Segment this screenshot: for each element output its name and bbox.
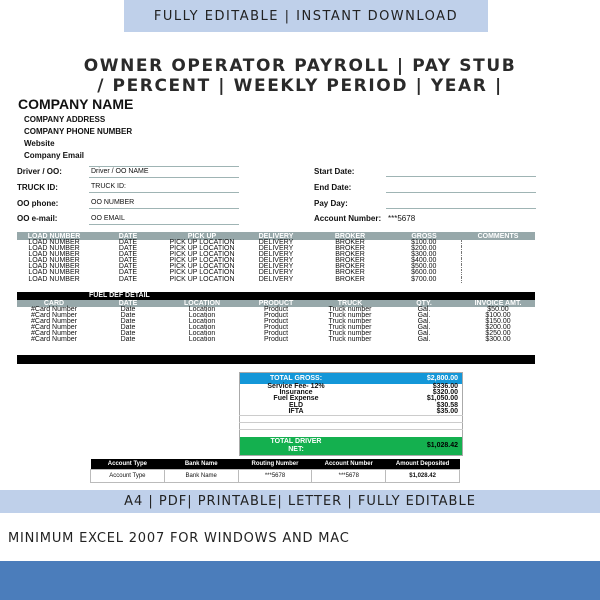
gross-cell[interactable]: $100.00 (411, 239, 437, 246)
empty-cell (240, 430, 353, 437)
bottom-banner (0, 490, 600, 513)
fuel-header-product: PRODUCT (239, 300, 313, 307)
bank-header-routing: Routing Number (238, 459, 312, 470)
truck-cell[interactable]: Truck number (328, 318, 372, 326)
total-net-value: $1,028.42 (352, 437, 463, 456)
location-cell[interactable]: Location (188, 330, 216, 338)
total-net-label-line2: NET: (288, 445, 304, 453)
card-cell[interactable]: #Card Number (31, 306, 77, 313)
oo-phone-field[interactable]: OO NUMBER (89, 198, 239, 209)
pickup-cell[interactable]: PICK UP LOCATION (169, 275, 235, 283)
delivery-cell[interactable]: DELIVERY (258, 275, 294, 283)
bank-header-account-number: Account Number (312, 459, 386, 470)
pickup-cell[interactable]: PICK UP LOCATION (169, 269, 235, 277)
empty-cell (240, 416, 353, 423)
qty-cell[interactable]: Gal. (417, 324, 431, 332)
loads-header-comments: COMMENTS (461, 232, 535, 240)
total-gross-value: $2,800.00 (352, 373, 463, 385)
location-cell[interactable]: Location (188, 336, 216, 344)
load-number-cell[interactable]: LOAD NUMBER (28, 239, 80, 246)
delivery-cell[interactable]: DELIVERY (258, 269, 294, 277)
product-cell[interactable]: Product (263, 330, 289, 338)
delivery-cell[interactable]: DELIVERY (258, 245, 294, 253)
delivery-cell[interactable]: DELIVERY (258, 239, 294, 246)
fuel-header-date: DATE (91, 300, 165, 307)
table-row (17, 277, 535, 283)
end-date-field[interactable] (386, 182, 536, 193)
location-cell[interactable]: Location (188, 306, 216, 313)
load-number-cell[interactable]: LOAD NUMBER (28, 263, 80, 271)
driver-field[interactable]: Driver / OO NAME (89, 166, 239, 178)
loads-header-date: DATE (91, 232, 165, 240)
pay-day-field[interactable] (386, 198, 536, 209)
date-cell[interactable]: Date (120, 336, 136, 344)
excel-requirement-note: MINIMUM EXCEL 2007 FOR WINDOWS AND MAC (8, 531, 350, 546)
top-banner (124, 0, 488, 32)
date-cell[interactable]: DATE (118, 239, 138, 246)
date-cell[interactable]: Date (120, 306, 136, 313)
broker-cell[interactable]: BROKER (335, 263, 365, 271)
fuel-header-qty: QTY. (387, 300, 461, 307)
gross-cell[interactable]: $500.00 (411, 263, 437, 271)
ifta-value[interactable]: $35.00 (436, 407, 458, 415)
pickup-cell[interactable]: PICK UP LOCATION (169, 263, 235, 271)
broker-cell[interactable]: BROKER (335, 251, 365, 259)
invoice-cell[interactable]: $200.00 (485, 324, 511, 332)
bank-deposit-table (90, 459, 460, 483)
fuel-header-location: LOCATION (165, 300, 239, 307)
account-number-field[interactable]: ***5678 (388, 214, 416, 223)
location-cell[interactable]: Location (188, 324, 216, 332)
broker-cell[interactable]: BROKER (335, 239, 365, 246)
loads-header-broker: BROKER (313, 232, 387, 240)
truck-id-label: TRUCK ID: (17, 183, 58, 192)
document-title-line1: OWNER OPERATOR PAYROLL | PAY STUB (83, 56, 517, 76)
load-number-cell[interactable]: LOAD NUMBER (28, 257, 80, 265)
top-banner-text: FULLY EDITABLE | INSTANT DOWNLOAD (153, 8, 459, 24)
date-cell[interactable]: DATE (118, 275, 138, 283)
load-number-cell[interactable]: LOAD NUMBER (28, 245, 80, 253)
service-fee-value[interactable]: $336.00 (432, 383, 458, 390)
date-cell[interactable]: Date (120, 312, 136, 320)
amount-deposited-cell[interactable]: $1,028.42 (386, 470, 460, 483)
company-email: Company Email (24, 151, 85, 160)
oo-email-field[interactable]: OO EMAIL (89, 214, 239, 225)
pickup-cell[interactable]: PICK UP LOCATION (169, 245, 235, 253)
loads-header-gross: GROSS (387, 232, 461, 240)
product-cell[interactable]: Product (263, 318, 289, 326)
gross-cell[interactable]: $700.00 (411, 275, 437, 283)
account-type-cell[interactable]: Account Type (91, 470, 165, 483)
date-cell[interactable]: DATE (118, 245, 138, 253)
invoice-cell[interactable]: $100.00 (485, 312, 511, 320)
invoice-cell[interactable]: $250.00 (485, 330, 511, 338)
truck-cell[interactable]: Truck number (328, 312, 372, 320)
summary-table (239, 372, 463, 456)
card-cell[interactable]: #Card Number (31, 330, 77, 338)
ifta-label: IFTA (288, 407, 304, 415)
fuel-expense-value[interactable]: $1,050.00 (426, 395, 458, 403)
delivery-cell[interactable]: DELIVERY (258, 257, 294, 265)
total-net-label-line1: TOTAL DRIVER (270, 437, 322, 445)
location-cell[interactable]: Location (188, 318, 216, 326)
location-cell[interactable]: Location (188, 312, 216, 320)
deduction-row (240, 409, 463, 416)
loads-header-delivery: DELIVERY (239, 232, 313, 240)
fuel-header-card: CARD (17, 300, 91, 307)
gross-cell[interactable]: $300.00 (411, 251, 437, 259)
date-cell[interactable]: Date (120, 330, 136, 338)
bank-header-bank-name: Bank Name (164, 459, 238, 470)
delivery-cell[interactable]: DELIVERY (258, 251, 294, 259)
product-cell[interactable]: Product (263, 336, 289, 344)
account-number-label: Account Number: (314, 214, 382, 223)
date-cell[interactable]: DATE (118, 269, 138, 277)
company-name: COMPANY NAME (18, 96, 134, 112)
truck-cell[interactable]: Truck number (328, 330, 372, 338)
broker-cell[interactable]: BROKER (335, 245, 365, 253)
date-cell[interactable]: Date (120, 318, 136, 326)
empty-cell (240, 423, 353, 430)
service-fee-label: Service Fee- 12% (267, 383, 325, 390)
date-cell[interactable]: Date (120, 324, 136, 332)
start-date-field[interactable] (386, 166, 536, 177)
qty-cell[interactable]: Gal. (417, 312, 431, 320)
pay-day-label: Pay Day: (314, 199, 348, 208)
date-cell[interactable]: DATE (118, 263, 138, 271)
empty-cell (352, 423, 463, 430)
section-divider-bar (17, 355, 535, 364)
truck-id-field[interactable]: TRUCK ID: (89, 182, 239, 193)
bottom-banner-text: A4 | PDF| PRINTABLE| LETTER | FULLY EDITABLE (124, 494, 476, 509)
pickup-cell[interactable]: PICK UP LOCATION (169, 257, 235, 265)
bank-header-account-type: Account Type (91, 459, 165, 470)
empty-cell (352, 430, 463, 437)
date-cell[interactable]: DATE (118, 257, 138, 265)
pickup-cell[interactable]: PICK UP LOCATION (169, 251, 235, 259)
bank-name-cell[interactable]: Bank Name (164, 470, 238, 483)
bank-header-amount: Amount Deposited (386, 459, 460, 470)
truck-cell[interactable]: Truck number (328, 336, 372, 344)
loads-header-pickup: PICK UP (165, 232, 239, 240)
gross-cell[interactable]: $600.00 (411, 269, 437, 277)
empty-row (240, 423, 463, 430)
fuel-expense-label: Fuel Expense (273, 395, 319, 403)
card-cell[interactable]: #Card Number (31, 324, 77, 332)
loads-table (17, 232, 535, 283)
total-net-label (240, 437, 353, 456)
delivery-cell[interactable]: DELIVERY (258, 263, 294, 271)
fuel-header-invoice: INVOICE AMT. (461, 300, 535, 307)
comments-cell[interactable] (461, 277, 535, 283)
broker-cell[interactable]: BROKER (335, 269, 365, 277)
load-number-cell[interactable]: LOAD NUMBER (28, 251, 80, 259)
gross-cell[interactable]: $200.00 (411, 245, 437, 253)
invoice-cell[interactable]: $50.00 (487, 306, 509, 313)
loads-header-load-number: LOAD NUMBER (17, 232, 91, 240)
end-date-label: End Date: (314, 183, 352, 192)
empty-row (240, 430, 463, 437)
truck-cell[interactable]: Truck number (328, 324, 372, 332)
product-cell[interactable]: Product (263, 312, 289, 320)
invoice-cell[interactable]: $150.00 (485, 318, 511, 326)
product-cell[interactable]: Product (263, 324, 289, 332)
broker-cell[interactable]: BROKER (335, 257, 365, 265)
start-date-label: Start Date: (314, 167, 355, 176)
eld-label: ELD (289, 401, 303, 409)
total-gross-label: TOTAL GROSS: (240, 373, 353, 385)
card-cell[interactable]: #Card Number (31, 336, 77, 344)
total-net-row (240, 437, 463, 456)
fuel-section-title: FUEL DEF DETAIL (89, 292, 150, 299)
routing-cell[interactable]: ***5678 (238, 470, 312, 483)
company-phone: COMPANY PHONE NUMBER (24, 127, 133, 136)
qty-cell[interactable]: Gal. (417, 330, 431, 338)
insurance-label: Insurance (279, 389, 313, 397)
date-cell[interactable]: DATE (118, 251, 138, 259)
load-number-cell[interactable]: LOAD NUMBER (28, 269, 80, 277)
insurance-value[interactable]: $320.00 (432, 389, 458, 397)
qty-cell[interactable]: Gal. (417, 306, 431, 313)
driver-label: Driver / OO: (17, 167, 62, 176)
truck-cell[interactable]: Truck number (328, 306, 372, 313)
fuel-header-truck: TRUCK (313, 300, 387, 307)
empty-cell (352, 416, 463, 423)
bank-header-row (91, 459, 460, 470)
company-website: Website (24, 139, 55, 148)
oo-phone-label: OO phone: (17, 199, 59, 208)
empty-row (240, 416, 463, 423)
table-row (91, 470, 460, 483)
eld-value[interactable]: $30.58 (436, 401, 458, 409)
account-number-cell[interactable]: ***5678 (312, 470, 386, 483)
document-title-line2: / PERCENT | WEEKLY PERIOD | YEAR | (97, 76, 503, 96)
invoice-cell[interactable]: $300.00 (485, 336, 511, 344)
oo-email-label: OO e-mail: (17, 214, 58, 223)
card-cell[interactable]: #Card Number (31, 312, 77, 320)
product-cell[interactable]: Product (263, 306, 289, 313)
gross-cell[interactable]: $400.00 (411, 257, 437, 265)
qty-cell[interactable]: Gal. (417, 318, 431, 326)
table-row (17, 337, 535, 343)
company-address: COMPANY ADDRESS (24, 115, 106, 124)
broker-cell[interactable]: BROKER (335, 275, 365, 283)
fuel-section-bar (17, 292, 535, 300)
qty-cell[interactable]: Gal. (417, 336, 431, 344)
load-number-cell[interactable]: LOAD NUMBER (28, 275, 80, 283)
card-cell[interactable]: #Card Number (31, 318, 77, 326)
fuel-table (17, 300, 535, 344)
footer-bar (0, 561, 600, 600)
pickup-cell[interactable]: PICK UP LOCATION (169, 239, 235, 246)
